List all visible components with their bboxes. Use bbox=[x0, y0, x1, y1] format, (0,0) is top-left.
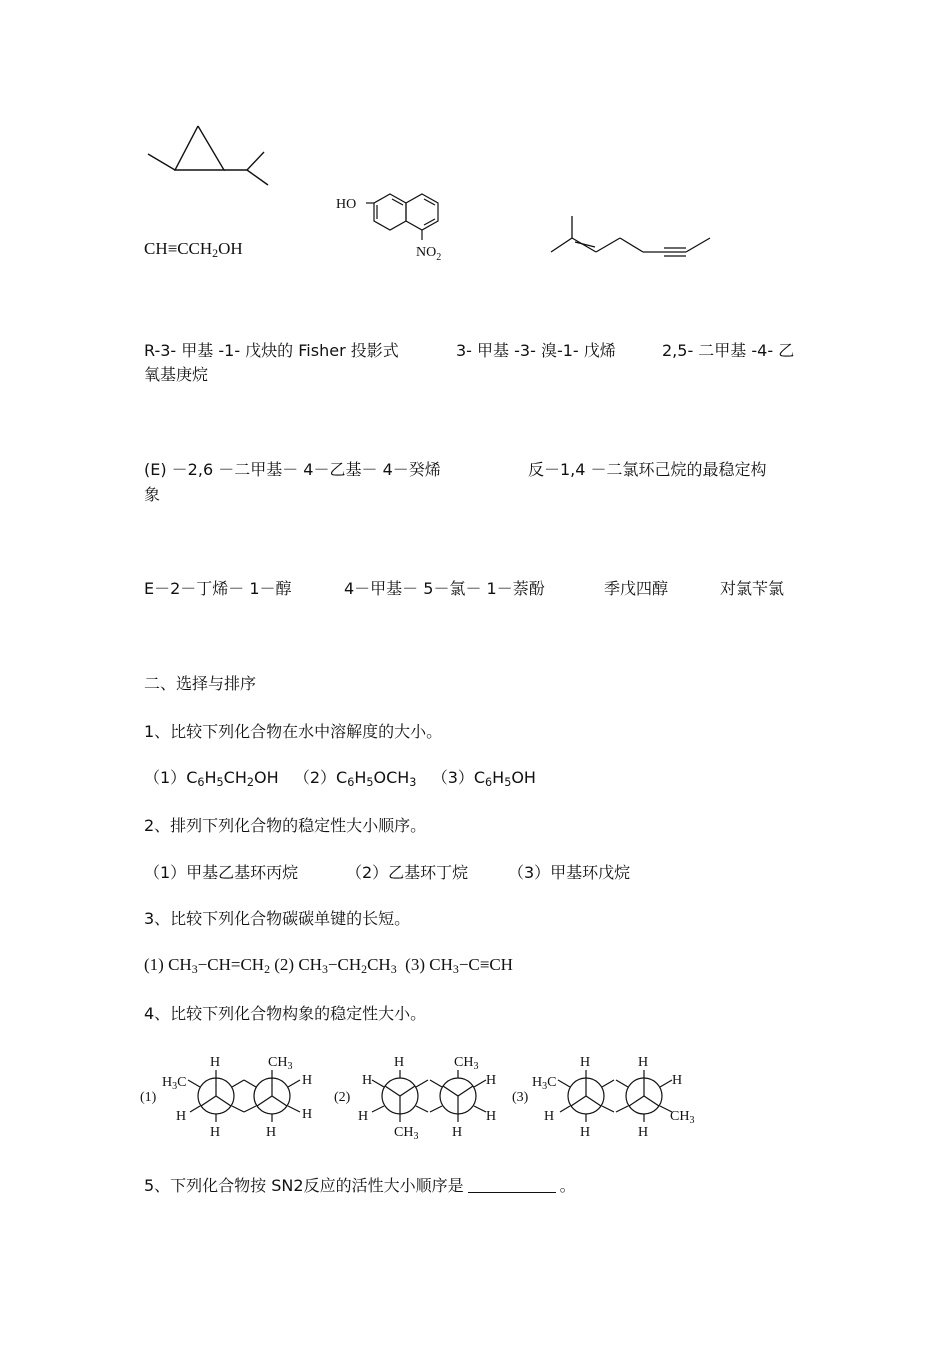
name-row1-c-cont: 氧基庚烷 bbox=[144, 365, 209, 384]
name-row2-b: 反－1,4 －二氯环己烷的最稳定构 bbox=[528, 460, 767, 479]
ho-label: HO bbox=[336, 197, 357, 212]
no2-label: $NO_2$ bbox=[416, 245, 442, 263]
svg-text:H: H bbox=[580, 1055, 591, 1070]
svg-text:H3C: $H_3C$ bbox=[532, 1075, 557, 1092]
q5-text: 5、下列化合物按 SN2反应的活性大小顺序是 。 bbox=[144, 1176, 576, 1195]
svg-text:H: H bbox=[302, 1107, 313, 1122]
svg-text:H: H bbox=[210, 1055, 221, 1070]
svg-text:H: H bbox=[544, 1109, 555, 1124]
svg-text:H3C: $H_3C$ bbox=[162, 1075, 187, 1092]
q2-text: 2、排列下列化合物的稳定性大小顺序。 bbox=[144, 816, 427, 835]
svg-text:H: H bbox=[486, 1073, 497, 1088]
svg-text:H: H bbox=[638, 1125, 649, 1140]
name-row2-a: (E) －2,6 －二甲基－ 4－乙基－ 4－癸烯 bbox=[144, 460, 441, 479]
q1-options: $(1)C_6H_5CH_2OH$ $(2)C_6H_5OCH_3$ $(3)C_6H_5OH$ bbox=[144, 768, 536, 789]
svg-text:H: H bbox=[358, 1109, 369, 1124]
alkyne-structure bbox=[548, 212, 718, 262]
name-row2-b-cont: 象 bbox=[144, 485, 161, 504]
name-row3-d: 对氯苄氯 bbox=[720, 579, 785, 598]
svg-text:H: H bbox=[266, 1125, 277, 1140]
q1-text: 1、比较下列化合物在水中溶解度的大小。 bbox=[144, 722, 443, 741]
nitronaphthol-structure bbox=[336, 188, 466, 268]
conformation-3 bbox=[510, 1050, 710, 1145]
svg-text:(2): (2) bbox=[334, 1090, 351, 1105]
propargyl-alcohol-formula: $CH\equiv CCH_2OH$ bbox=[144, 239, 243, 260]
svg-text:H: H bbox=[394, 1055, 405, 1070]
svg-text:H: H bbox=[452, 1125, 463, 1140]
name-row3-c: 季戊四醇 bbox=[604, 579, 669, 598]
answer-blank[interactable] bbox=[468, 1178, 556, 1193]
q3-options: (1) $CH_3-CH=CH_2$ (2) $CH_3-CH_2CH_3$ (3) $CH_3-C\equiv CH$ bbox=[144, 955, 513, 976]
svg-text:H: H bbox=[362, 1073, 373, 1088]
q3-text: 3、比较下列化合物碳碳单键的长短。 bbox=[144, 909, 411, 928]
name-row1-a: R-3- 甲基 -1- 戊炔的 Fisher 投影式 bbox=[144, 341, 399, 360]
name-row1-b: 3- 甲基 -3- 溴-1- 戊烯 bbox=[456, 341, 616, 360]
section2-heading: 二、选择与排序 bbox=[144, 674, 257, 693]
svg-text:H: H bbox=[486, 1109, 497, 1124]
svg-text:H: H bbox=[176, 1109, 187, 1124]
svg-text:H: H bbox=[302, 1073, 313, 1088]
cyclopropane-structure bbox=[140, 118, 280, 193]
svg-text:(1): (1) bbox=[140, 1090, 157, 1105]
svg-text:CH3: $CH_3$ bbox=[394, 1125, 419, 1142]
svg-text:H: H bbox=[580, 1125, 591, 1140]
name-row3-b: 4－甲基－ 5－氯－ 1－萘酚 bbox=[344, 579, 545, 598]
svg-text:H: H bbox=[638, 1055, 649, 1070]
svg-text:CH3: $CH_3$ bbox=[670, 1109, 695, 1126]
conformation-2 bbox=[330, 1050, 510, 1145]
conformation-1 bbox=[138, 1050, 328, 1140]
q4-text: 4、比较下列化合物构象的稳定性大小。 bbox=[144, 1004, 427, 1023]
svg-text:(3): (3) bbox=[512, 1090, 529, 1105]
q2-option-3: （3）甲基环戊烷 bbox=[508, 863, 631, 882]
name-row3-a: E－2－丁烯－ 1－醇 bbox=[144, 579, 292, 598]
q2-option-1: （1）甲基乙基环丙烷 bbox=[144, 863, 299, 882]
svg-text:H: H bbox=[210, 1125, 221, 1140]
svg-text:CH3: $CH_3$ bbox=[454, 1055, 479, 1072]
name-row1-c: 2,5- 二甲基 -4- 乙 bbox=[662, 341, 795, 360]
svg-text:H: H bbox=[672, 1073, 683, 1088]
svg-text:CH3: $CH_3$ bbox=[268, 1055, 293, 1072]
q2-option-2: （2）乙基环丁烷 bbox=[346, 863, 469, 882]
